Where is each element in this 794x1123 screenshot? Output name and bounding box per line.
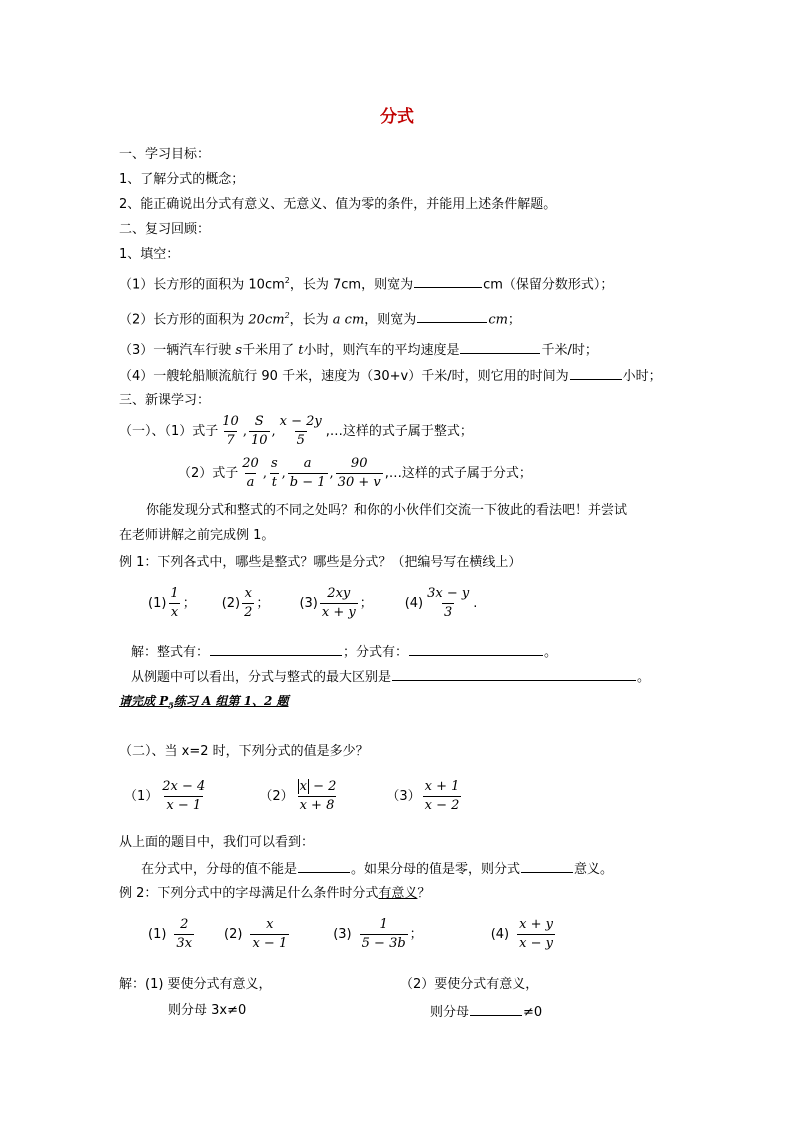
q2-text-a: （2）长方形的面积为 — [119, 312, 249, 328]
answer-blank[interactable] — [570, 366, 622, 380]
example-2-items — [148, 917, 557, 952]
numerator: x + 1 — [424, 779, 460, 794]
q3-text-d: 千米/时； — [541, 343, 598, 358]
observation-text: 从上面的题目中，我们可以看到： — [119, 835, 315, 850]
q2-unit: cm — [488, 312, 508, 328]
numerator: 90 — [350, 456, 368, 471]
section-heading-review: 二、复习回顾： — [119, 222, 211, 237]
example-1-items — [148, 586, 477, 621]
discussion-text-2: 在老师讲解之前完成例 1。 — [119, 528, 275, 543]
page-title: 分式 — [380, 107, 414, 127]
conclusion-text: 从例题中可以看出，分式与整式的最大区别是 — [131, 670, 392, 685]
item-label: （3） — [386, 788, 421, 804]
item-label: （2） — [259, 788, 294, 804]
q2-text-e: ； — [507, 312, 521, 328]
integral-examples: （一）、（1）式子 $\frac{10}{7}$ , $\frac{S}{10}$ , $\frac{x - 2y}{5}$ ,…这样的式子属于整式； — [119, 414, 473, 448]
item-label: (2) — [224, 926, 243, 942]
example-2 — [119, 885, 430, 903]
numerator — [296, 779, 339, 796]
item-tail: ； — [256, 595, 270, 611]
fraction — [423, 779, 462, 814]
rule-text-3: 意义。 — [574, 862, 614, 877]
rule-line — [141, 859, 613, 879]
item-label: (4) — [404, 595, 424, 611]
denominator: b − 1 — [289, 475, 326, 490]
answer-line-1 — [131, 642, 557, 662]
fraction — [160, 779, 207, 814]
p1-suffix: ,…这样的式子属于整式； — [325, 423, 473, 439]
denominator: x − y — [519, 936, 553, 951]
fraction — [269, 456, 280, 491]
example-1: 例 1：下列各式中，哪些是整式？哪些是分式？（把编号写在横线上） — [119, 555, 522, 570]
answer-blank[interactable] — [298, 859, 350, 873]
absolute-value: x — [299, 779, 307, 794]
numerator: 3x − y — [427, 586, 470, 601]
solution-1-step: 则分母 3x≠0 — [168, 1003, 247, 1018]
rule-text-2: 。如果分母的值是零，则分式 — [351, 862, 521, 877]
numerator: 2 — [180, 917, 189, 932]
answer-blank[interactable] — [414, 274, 482, 288]
review-question-2 — [119, 307, 521, 329]
solution-2-step — [430, 1002, 542, 1022]
fraction — [336, 456, 383, 491]
item-label: (1) — [148, 926, 167, 942]
ex2-text-b: ？ — [417, 886, 431, 901]
fraction-examples: （2）式子 $\frac{20}{a}$ , $\frac{s}{t}$ , $\frac{a}{b - 1}$ , $\frac{90}{30 + v}$ ,…这样的式子属于分式； — [178, 456, 532, 490]
numerator: 2x − 4 — [162, 779, 206, 794]
denominator: 5 — [296, 433, 305, 448]
q3-math-s: s — [235, 343, 243, 358]
q4-text-a: （4）一艘轮船顺流航行 90 千米，速度为（30+v）千米/时，则它用的时间为 — [119, 369, 569, 384]
fraction — [360, 917, 408, 952]
q1-text-b: ，长为 7cm，则宽为 — [289, 277, 414, 293]
solution-1: 解：(1) 要使分式有意义， — [119, 977, 272, 992]
denominator: x + y — [321, 605, 356, 620]
fraction — [174, 917, 194, 952]
numerator: x — [266, 917, 274, 932]
denominator: 3 — [444, 605, 453, 620]
exercise-end: 练习 A 组第 1、2 题 — [173, 694, 289, 708]
q3-text-a: （3）一辆汽车行驶 — [119, 343, 236, 358]
section-heading-goals: 一、学习目标： — [119, 147, 211, 162]
denominator: x — [170, 605, 179, 620]
answer-blank[interactable] — [409, 642, 543, 656]
denominator: x − 2 — [424, 798, 460, 813]
ans-label-b: ；分式有： — [343, 645, 409, 660]
fraction — [250, 917, 289, 952]
denominator: 2 — [244, 605, 253, 620]
denominator: t — [271, 475, 277, 490]
numerator: S — [254, 414, 264, 429]
part-2-items — [124, 779, 463, 814]
numerator-rest: − 2 — [308, 779, 337, 794]
fill-label: 1、填空： — [119, 247, 180, 262]
exercise-sub: 5 — [168, 700, 174, 711]
fraction — [517, 917, 555, 952]
q2-math-2: a cm — [332, 312, 365, 328]
q2-sup: 2 — [284, 311, 290, 320]
fraction — [288, 456, 328, 491]
q2-math-1: 20cm — [248, 312, 285, 328]
item-label: (3) — [299, 595, 318, 611]
q3-text-c: 小时，则汽车的平均速度是 — [303, 343, 460, 358]
fraction — [249, 414, 270, 449]
sol2-tail: ≠0 — [523, 1005, 543, 1020]
numerator: a — [303, 456, 312, 471]
q1-sup: 2 — [284, 276, 290, 285]
numerator: x − 2y — [279, 414, 322, 429]
numerator: 20 — [242, 456, 259, 471]
denominator: 7 — [226, 433, 235, 448]
item-tail: ； — [359, 595, 373, 611]
denominator: x − 1 — [166, 798, 202, 813]
fraction — [242, 586, 254, 621]
goal-item-2: 2、能正确说出分式有意义、无意义、值为零的条件，并能用上述条件解题。 — [119, 197, 557, 212]
fraction — [168, 586, 180, 621]
item-label: (3) — [333, 926, 352, 942]
denominator: 3x — [176, 936, 193, 951]
numerator: 1 — [379, 917, 388, 932]
denominator: x − 1 — [252, 936, 288, 951]
answer-blank[interactable] — [210, 642, 342, 656]
item-label: (2) — [221, 595, 241, 611]
review-question-4 — [119, 366, 662, 386]
denominator: 30 + v — [337, 475, 381, 490]
item-label: （1） — [124, 788, 159, 804]
solution-2: （2）要使分式有意义， — [400, 977, 539, 992]
q3-math-t: t — [298, 343, 304, 358]
part-2-heading: （二）、当 x=2 时，下列分式的值是多少？ — [119, 744, 369, 759]
denominator: a — [246, 475, 255, 490]
q3-text-b: 千米用了 — [242, 343, 299, 358]
item-label: (4) — [490, 926, 510, 942]
ex2-underlined: 有意义 — [378, 886, 418, 901]
q1-text-a: （1）长方形的面积为 10cm — [119, 277, 285, 293]
p2-suffix: ,…这样的式子属于分式； — [384, 465, 532, 481]
ex2-text-a: 例 2：下列分式中的字母满足什么条件时分式 — [119, 886, 379, 901]
conclusion-end: 。 — [637, 670, 651, 685]
goal-item-1: 1、了解分式的概念； — [119, 172, 245, 187]
answer-blank[interactable] — [417, 309, 487, 323]
review-question-1 — [119, 272, 613, 294]
item-label: (1) — [148, 595, 167, 611]
fraction — [425, 586, 471, 621]
q4-text-b: 小时； — [622, 369, 662, 384]
answer-blank[interactable] — [521, 859, 573, 873]
review-question-3 — [119, 340, 598, 360]
item-tail: ； — [182, 595, 196, 611]
fraction — [240, 456, 261, 491]
q1-text-c: cm（保留分数形式）； — [483, 277, 614, 293]
fraction — [278, 414, 324, 449]
exercise-note — [119, 692, 289, 714]
section-heading-new: 三、新课学习： — [119, 393, 211, 408]
item-tail: . — [473, 595, 478, 611]
answer-blank[interactable] — [392, 667, 636, 681]
fraction — [320, 586, 358, 621]
numerator: 10 — [222, 414, 239, 429]
answer-blank[interactable] — [470, 1002, 522, 1016]
q2-text-b: ，长为 — [289, 312, 333, 328]
sol2-text: 则分母 — [430, 1005, 470, 1020]
exercise-text: 请完成 P — [119, 694, 169, 708]
numerator: 1 — [170, 586, 179, 601]
fraction — [220, 414, 241, 449]
ans-label-c: 。 — [544, 645, 558, 660]
answer-blank[interactable] — [460, 340, 540, 354]
q2-text-c: ，则宽为 — [364, 312, 417, 328]
denominator: 5 − 3b — [361, 936, 406, 951]
denominator: x + 8 — [299, 798, 335, 813]
fraction — [296, 779, 339, 814]
numerator: 2xy — [327, 586, 351, 601]
numerator: s — [270, 456, 278, 471]
discussion-text: 你能发现分式和整式的不同之处吗？和你的小伙伴们交流一下彼此的看法吧！并尝试 — [146, 503, 628, 518]
ans-label-a: 解：整式有： — [131, 645, 210, 660]
p2-prefix: （2）式子 — [178, 465, 239, 481]
p1-prefix: （一）、（1）式子 — [119, 423, 219, 439]
numerator: x + y — [519, 917, 553, 932]
numerator: x — [244, 586, 252, 601]
denominator: 10 — [250, 433, 268, 448]
item-tail: ； — [409, 926, 423, 942]
conclusion-line — [131, 667, 650, 687]
rule-text-1: 在分式中，分母的值不能是 — [141, 862, 298, 877]
